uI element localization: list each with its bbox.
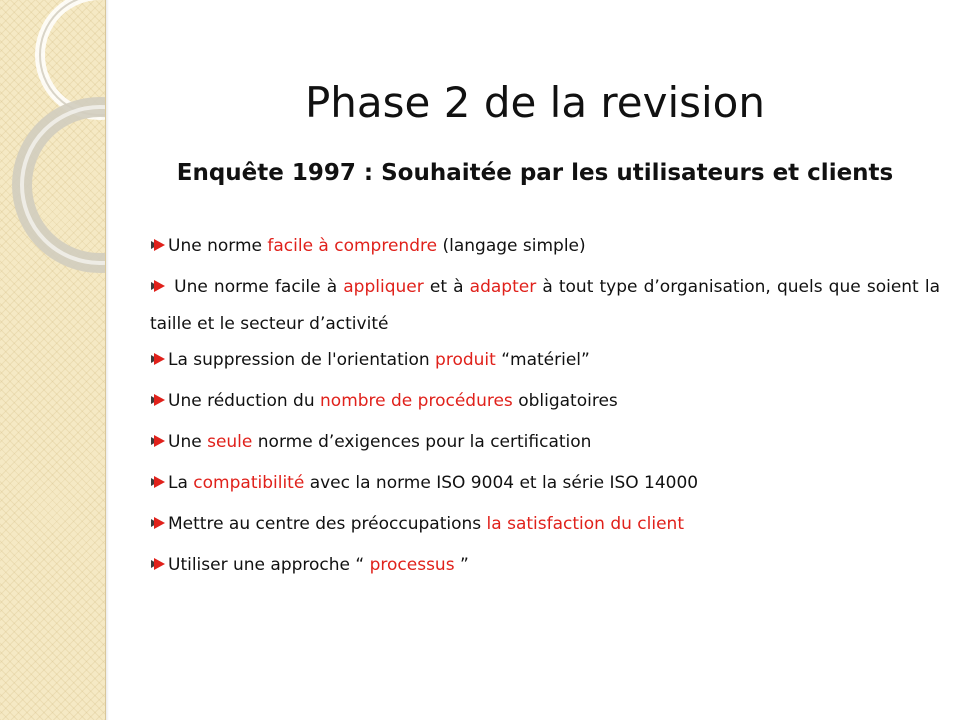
red-arrow-icon [150,516,166,530]
red-arrow-icon [150,557,166,571]
bullet-item [150,511,940,537]
bullet-list [150,233,940,593]
bullet-text: norme d’exigences pour la certification [252,432,592,452]
bullet-item [150,470,940,496]
highlighted-text: processus [369,555,455,575]
bullet-item [150,233,940,259]
bullet-item [150,347,940,373]
bullet-item [150,388,940,414]
red-arrow-icon [150,352,166,366]
bullet-text: à tout type d’organisation, quels que soient la taille et le secteur d’activité [150,277,940,334]
bullet-text: et à [423,277,470,297]
bullet-item [150,429,940,455]
highlighted-text: seule [207,432,253,452]
bullet-text: Une réduction du [168,391,321,411]
red-arrow-icon [150,434,166,448]
bullet-text: Mettre au centre des préoccupations [168,514,487,534]
highlighted-text: facile à comprendre [267,236,438,256]
highlighted-text: adapter [469,277,537,297]
bullet-text: Une [168,432,208,452]
bullet-text: ” [454,555,469,575]
bullet-item [150,269,940,343]
bullet-text: Une norme facile à [168,277,344,297]
bullet-text: La [168,473,194,493]
bullet-text: Une norme [168,236,268,256]
slide-title: Phase 2 de la revision [304,78,765,127]
bullet-text: La suppression de l'orientation [168,350,436,370]
highlighted-text: appliquer [343,277,424,297]
red-arrow-icon [150,393,166,407]
red-arrow-icon [150,279,166,293]
bullet-text: Utiliser une approche “ [168,555,370,575]
red-arrow-icon [150,475,166,489]
slide-subtitle: Enquête 1997 : Souhaitée par les utilisateurs et clients [176,160,894,186]
bullet-text: “matériel” [495,350,590,370]
highlighted-text: compatibilité [193,473,305,493]
bullet-text: obligatoires [512,391,618,411]
red-arrow-icon [150,238,166,252]
bullet-item [150,552,940,578]
highlighted-text: produit [435,350,496,370]
bullet-text: (langage simple) [437,236,586,256]
decorative-side-panel [0,0,106,720]
highlighted-text: nombre de procédures [320,391,513,411]
decorative-circles-icon [0,0,106,300]
panel-shadow [106,0,109,720]
highlighted-text: la satisfaction du client [486,514,684,534]
bullet-text: avec la norme ISO 9004 et la série ISO 14000 [304,473,699,493]
